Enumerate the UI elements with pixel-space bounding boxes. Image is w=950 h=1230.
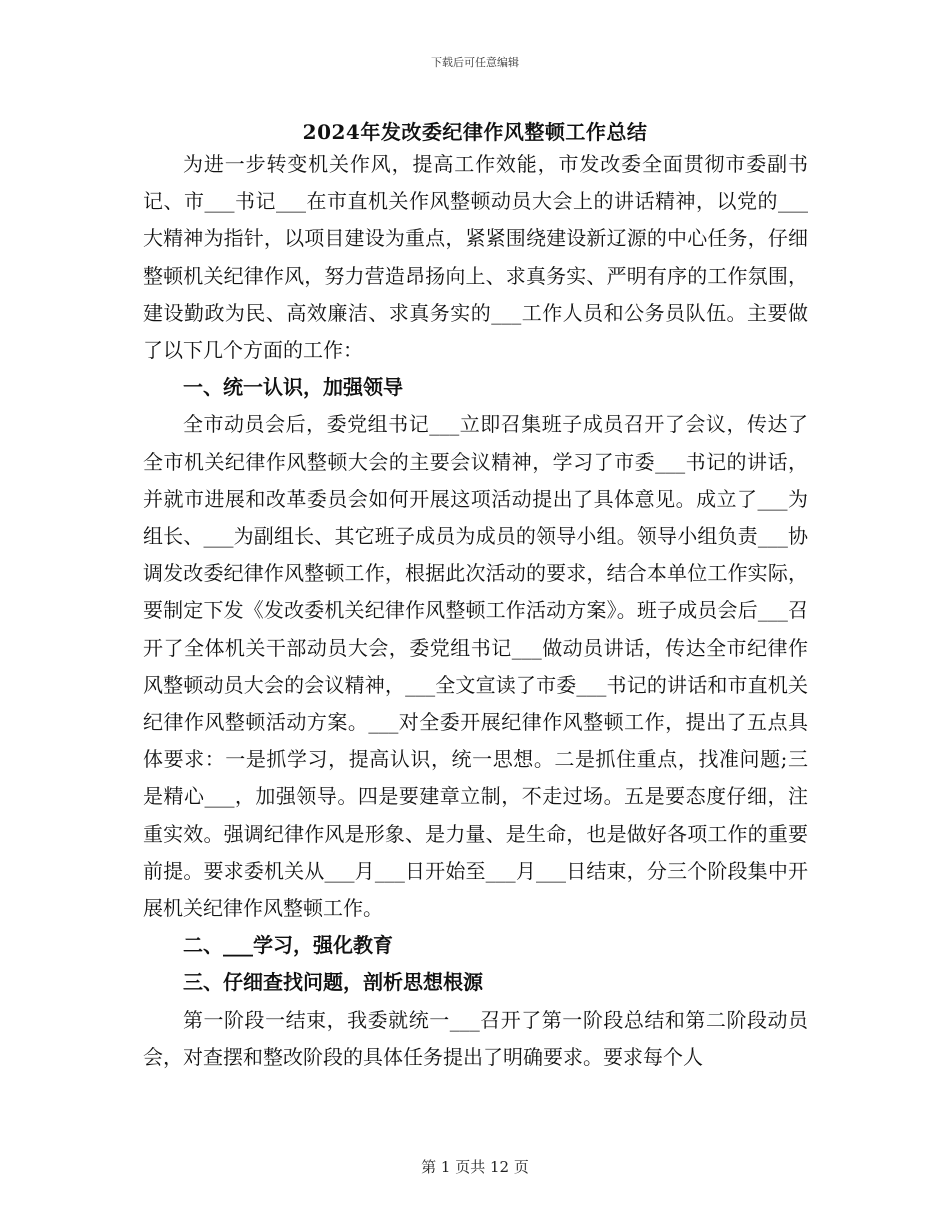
section-1-paragraph: 全市动员会后，委党组书记___立即召集班子成员召开了会议，传达了全市机关纪律作风整顿大会的主要会议精神，学习了市委___书记的讲话，并就市进展和改革委员会如何开展这项活动提出了具体意见。成立了___为组长、___为副组长、其它班子成员为成员的领导小组。领导小组负责___协调发改委纪律作风整顿工作，根据此次活动的要求，结合本单位工作实际，要制定下发《发改委机关纪律作风整顿工作活动方案》。班子成员会后___召开了全体机关干部动员大会，委党组书记___做动员讲话，传达全市纪律作风整顿动员大会的会议精神，___全文宣读了市委___书记的讲话和市直机关纪律作风整顿活动方案。___对全委开展纪律作风整顿工作，提出了五点具体要求：一是抓学习，提高认识，统一思想。二是抓住重点，找准问题;三是精心___，加强领导。四是要建章立制，不走过场。五是要态度仔细，注重实效。强调纪律作风是形象、是力量、是生命，也是做好各项工作的重要前提。要求委机关从___月___日开始至___月___日结束，分三个阶段集中开展机关纪律作风整顿工作。 xyxy=(143,412,808,921)
section-3-heading: 三、仔细查找问题，剖析思想根源 xyxy=(183,970,483,995)
page-number: 第 1 页共 12 页 xyxy=(421,1158,529,1176)
section-2-heading: 二、___学习，强化教育 xyxy=(183,933,393,958)
section-3-paragraph: 第一阶段一结束，我委就统一___召开了第一阶段总结和第二阶段动员会，对查摆和整改阶段的具体任务提出了明确要求。要求每个人 xyxy=(143,1007,808,1069)
page-title: 2024年发改委纪律作风整顿工作总结 xyxy=(302,120,648,144)
header-note: 下载后可任意编辑 xyxy=(431,56,519,69)
document-body xyxy=(143,146,808,1076)
section-1-heading: 一、统一认识，加强领导 xyxy=(183,375,403,400)
intro-paragraph: 为进一步转变机关作风，提高工作效能，市发改委全面贯彻市委副书记、市___书记___在市直机关作风整顿动员大会上的讲话精神，以党的___大精神为指针，以项目建设为重点，紧紧围绕建设新辽源的中心任务，仔细整顿机关纪律作风，努力营造昂扬向上、求真务实、严明有序的工作氛围，建设勤政为民、高效廉洁、求真务实的___工作人员和公务员队伍。主要做了以下几个方面的工作： xyxy=(143,152,808,363)
